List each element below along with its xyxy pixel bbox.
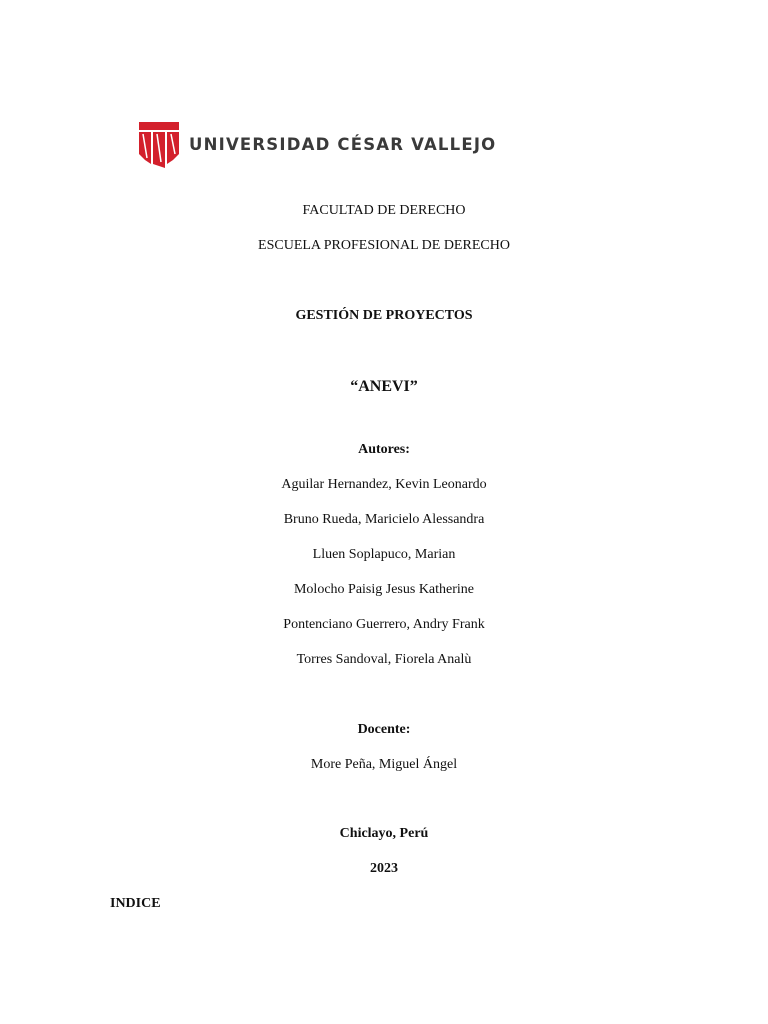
author-name: Aguilar Hernandez, Kevin Leonardo bbox=[281, 477, 487, 492]
author-name: Torres Sandoval, Fiorela Analù bbox=[296, 652, 472, 667]
university-logo bbox=[137, 120, 496, 168]
authors-heading: Autores: bbox=[358, 442, 410, 457]
university-name: UNIVERSIDAD CÉSAR VALLEJO bbox=[189, 134, 497, 154]
author-name: Bruno Rueda, Maricielo Alessandra bbox=[283, 512, 485, 527]
author-name: Molocho Paisig Jesus Katherine bbox=[293, 582, 475, 597]
ucv-shield-logo-icon bbox=[137, 120, 181, 168]
faculty-line: FACULTAD DE DERECHO bbox=[302, 203, 466, 218]
author-name: Pontenciano Guerrero, Andry Frank bbox=[283, 617, 485, 632]
teacher-name: More Peña, Miguel Ángel bbox=[310, 757, 458, 772]
index-heading: INDICE bbox=[110, 896, 161, 911]
teacher-heading: Docente: bbox=[357, 722, 411, 737]
course-title: GESTIÓN DE PROYECTOS bbox=[295, 308, 473, 323]
year-line: 2023 bbox=[370, 861, 398, 876]
author-name: Lluen Soplapuco, Marian bbox=[312, 547, 456, 562]
school-line: ESCUELA PROFESIONAL DE DERECHO bbox=[258, 238, 510, 253]
project-title: “ANEVI” bbox=[350, 378, 418, 395]
location-line: Chiclayo, Perú bbox=[339, 826, 429, 841]
